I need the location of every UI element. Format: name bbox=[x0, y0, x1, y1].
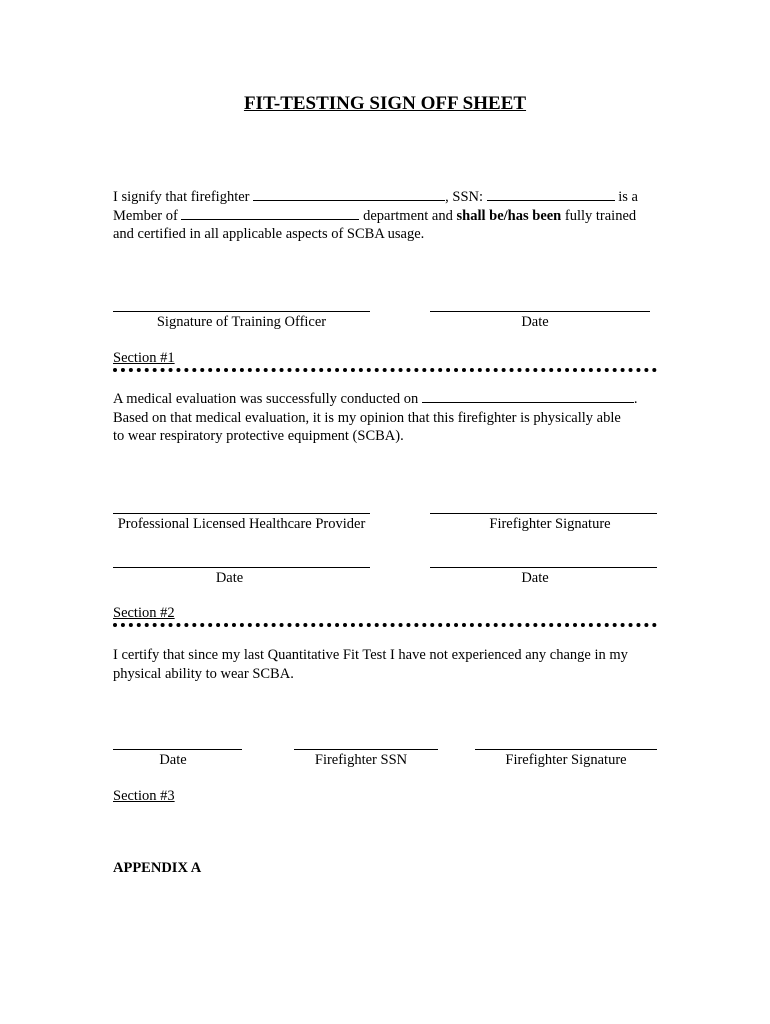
ssn-field[interactable] bbox=[487, 188, 615, 201]
section-1-line-3: to wear respiratory protective equipment (SCBA). bbox=[113, 428, 404, 444]
section-1-line-2: Based on that medical evaluation, it is my opinion that this firefighter is physically able bbox=[113, 409, 621, 426]
firefighter-ssn-label: Firefighter SSN bbox=[314, 752, 408, 768]
healthcare-provider-date-line[interactable] bbox=[113, 567, 370, 568]
section-2-line-1: I certify that since my last Quantitative Fit Test I have not experienced any change in my bbox=[113, 647, 628, 663]
intro-line-2: Member of department and shall be/has been fully trained bbox=[113, 207, 637, 224]
firefighter-signature-label-1: Firefighter Signature bbox=[489, 516, 611, 532]
firefighter-signature-line-1[interactable] bbox=[430, 513, 657, 514]
firefighter-ssn-line[interactable] bbox=[294, 749, 438, 750]
healthcare-provider-label: Professional Licensed Healthcare Provider bbox=[117, 516, 366, 532]
training-officer-date-line[interactable] bbox=[430, 311, 650, 312]
section-2-line-2: physical ability to wear SCBA. bbox=[113, 665, 294, 682]
section-2-date-label: Date bbox=[159, 752, 187, 768]
healthcare-provider-signature-line[interactable] bbox=[113, 513, 370, 514]
firefighter-signature-label-2: Firefighter Signature bbox=[505, 752, 627, 768]
intro-line-3: and certified in all applicable aspects of SCBA usage. bbox=[113, 226, 425, 242]
section-3-label: Section #3 bbox=[113, 788, 175, 804]
training-officer-signature-label: Signature of Training Officer bbox=[156, 314, 327, 330]
section-2-divider bbox=[113, 623, 657, 627]
intro-paragraph bbox=[113, 188, 658, 244]
section-2-paragraph bbox=[113, 646, 658, 683]
section-2-label: Section #2 bbox=[113, 605, 175, 621]
firefighter-name-field[interactable] bbox=[253, 188, 445, 201]
firefighter-date-label-1: Date bbox=[521, 570, 549, 586]
section-1-paragraph bbox=[113, 390, 658, 446]
medical-evaluation-date-field[interactable] bbox=[422, 390, 634, 403]
page-title: FIT-TESTING SIGN OFF SHEET bbox=[243, 93, 527, 114]
section-1-divider bbox=[113, 368, 657, 372]
firefighter-date-line-1[interactable] bbox=[430, 567, 657, 568]
intro-line-1: I signify that firefighter , SSN: is a bbox=[113, 189, 638, 205]
training-officer-date-label: Date bbox=[521, 314, 549, 330]
section-1-line-1: A medical evaluation was successfully conducted on . bbox=[113, 391, 638, 407]
section-1-label: Section #1 bbox=[113, 350, 175, 366]
training-officer-signature-line[interactable] bbox=[113, 311, 370, 312]
appendix-heading: APPENDIX A bbox=[113, 860, 202, 876]
healthcare-provider-date-label: Date bbox=[215, 570, 244, 586]
firefighter-signature-line-2[interactable] bbox=[475, 749, 657, 750]
section-2-date-line[interactable] bbox=[113, 749, 242, 750]
department-field[interactable] bbox=[181, 207, 359, 220]
